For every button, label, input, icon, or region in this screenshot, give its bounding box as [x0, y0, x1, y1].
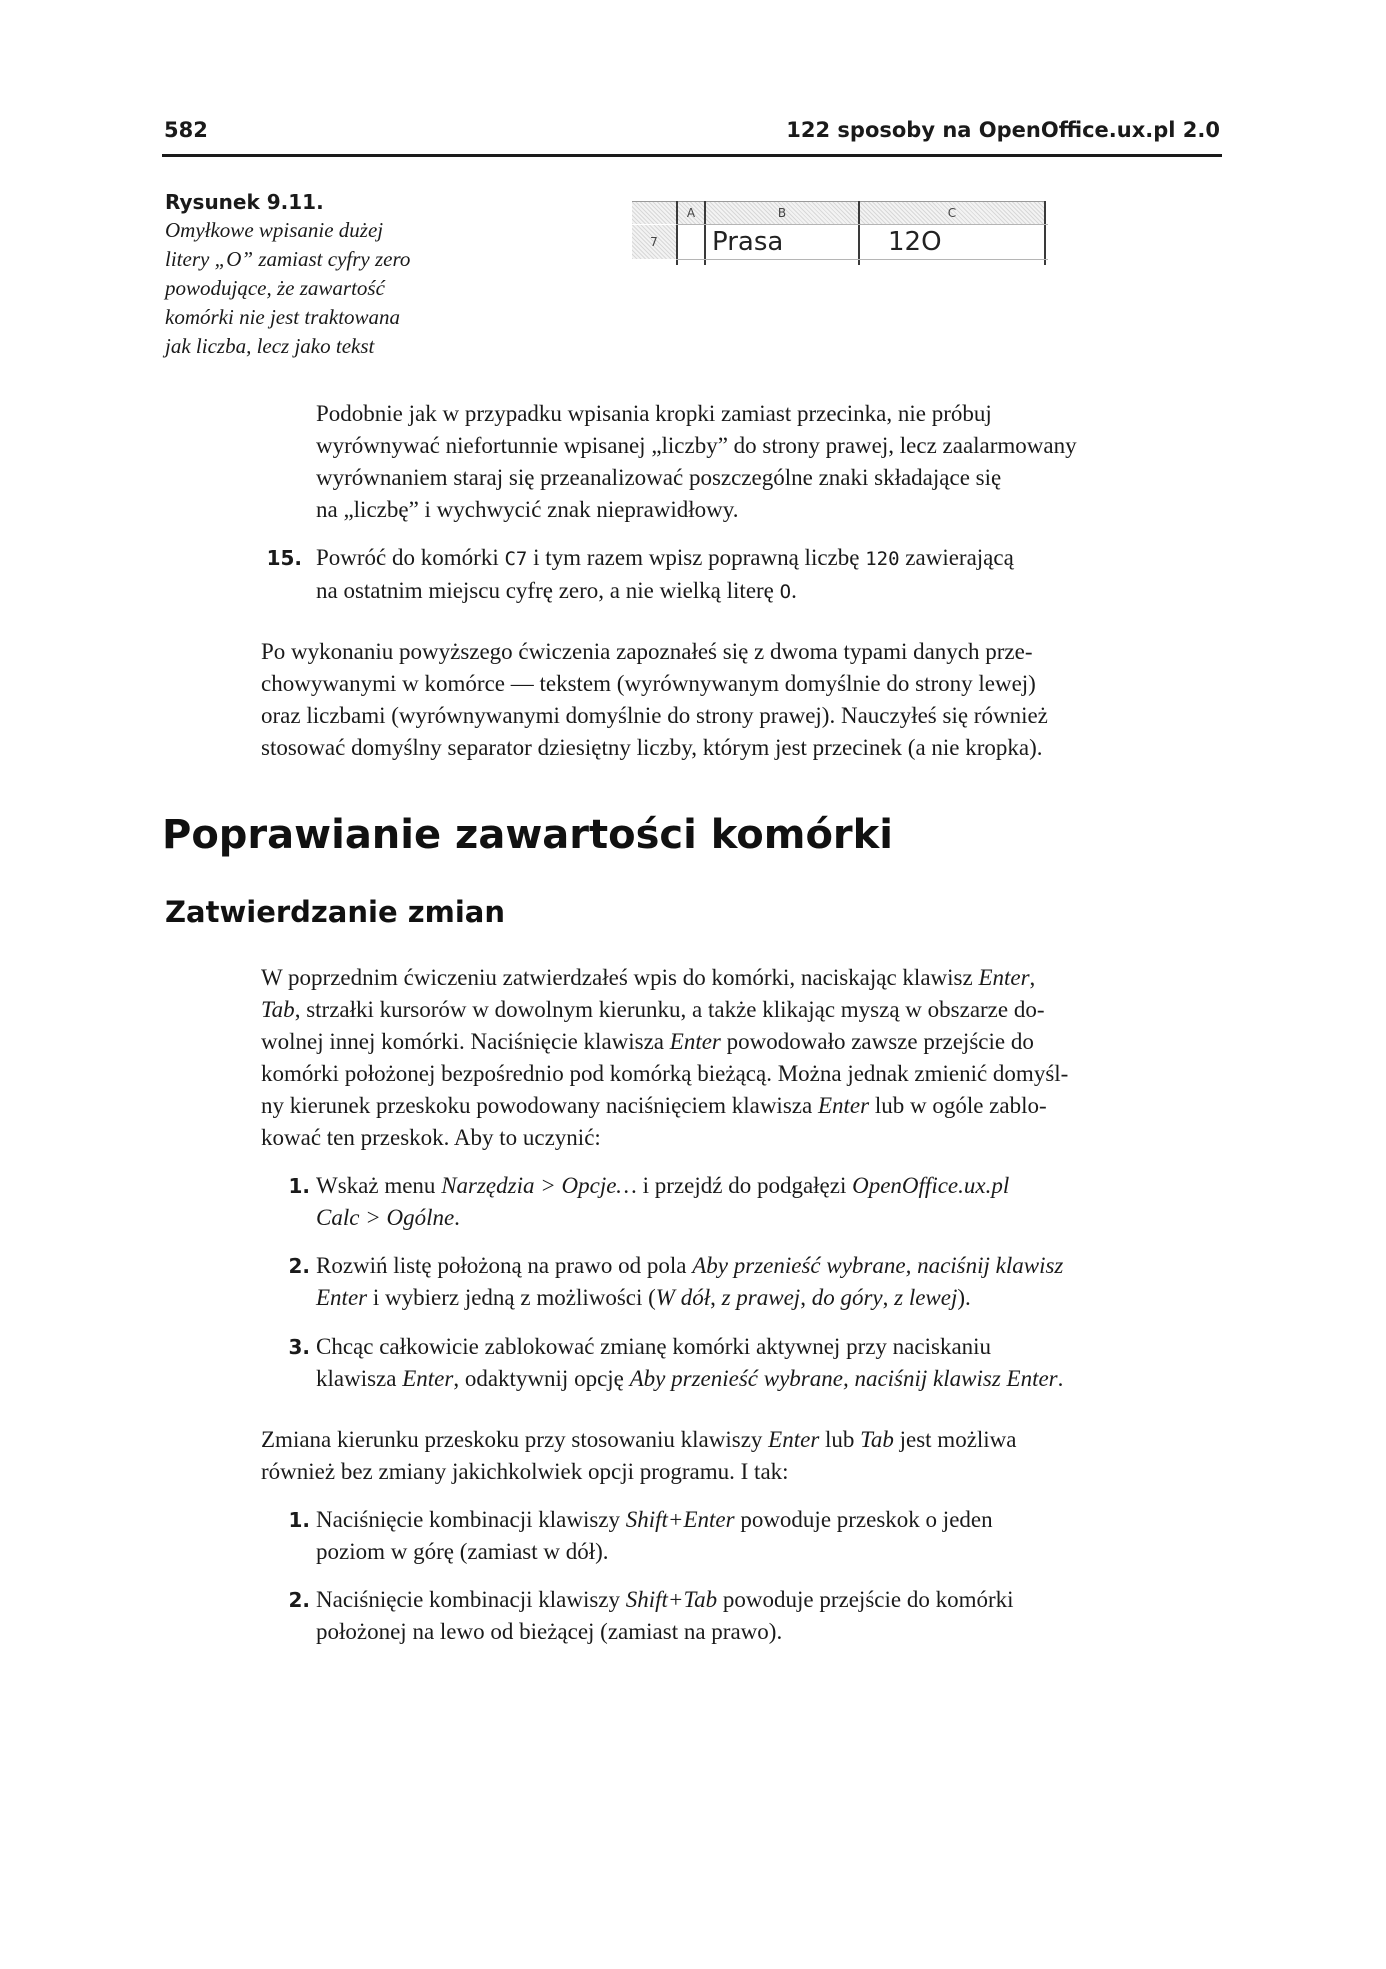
text-run: i wybierz jedną z możliwości (: [367, 1285, 656, 1310]
text-line: [316, 1584, 1014, 1616]
section-paragraph: [261, 962, 1068, 1154]
code-letter: O: [779, 581, 792, 603]
key-name: Enter: [817, 1093, 870, 1118]
text-run: wolnej innej komórki. Naciśnięcie klawisza: [261, 1029, 670, 1054]
key-name: Enter: [978, 965, 1030, 990]
text-run: Powróć do komórki: [316, 545, 505, 570]
option-name: Aby przenieść wybrane, naciśnij klawisz: [692, 1253, 1064, 1278]
text-run: na ostatnim miejscu cyfrę zero, a nie wielką literę: [316, 578, 780, 603]
text-line: wyrównaniem staraj się przeanalizować poszczególne znaki składające się: [316, 465, 1002, 490]
text-run: ny kierunek przeskoku powodowany naciśnięciem klawisza: [261, 1093, 818, 1118]
text-run: ,: [1029, 965, 1036, 990]
code-value: 120: [865, 548, 900, 570]
subsection-heading: Zatwierdzanie zmian: [165, 895, 505, 929]
grid-line: [704, 201, 706, 265]
figure-label: Rysunek 9.11.: [165, 190, 324, 214]
text-line: stosować domyślny separator dziesiętny liczby, którym jest przecinek (a nie kropka).: [261, 735, 1043, 760]
option-name: Aby przenieść wybrane, naciśnij klawisz Enter: [629, 1366, 1058, 1391]
step-a2: [316, 1250, 1063, 1314]
text-line: [316, 1363, 1063, 1395]
text-run: i przejdź do podgałęzi: [636, 1173, 853, 1198]
column-header-a: A: [678, 201, 704, 224]
step-number: 2.: [288, 1254, 310, 1278]
caption-line: litery „O” zamiast cyfry zero: [165, 247, 411, 271]
text-run: Naciśnięcie kombinacji klawiszy: [316, 1507, 626, 1532]
text-run: powoduje przejście do komórki: [717, 1587, 1014, 1612]
text-line: Podobnie jak w przypadku wpisania kropki zamiast przecinka, nie próbuj: [316, 401, 992, 426]
cell-b7: Prasa: [712, 227, 784, 257]
text-run: ,: [710, 1285, 722, 1310]
key-name: Tab: [261, 997, 295, 1022]
caption-line: jak liczba, lecz jako tekst: [165, 334, 375, 358]
menu-path: Narzędzia > Opcje…: [441, 1173, 637, 1198]
text-line: [261, 1090, 1068, 1122]
key-name: Enter: [402, 1366, 454, 1391]
text-line: również bez zmiany jakichkolwiek opcji programu. I tak:: [261, 1459, 789, 1484]
option-value: do góry: [811, 1285, 883, 1310]
text-run: , strzałki kursorów w dowolnym kierunku, a także klikając myszą w obszarze do-: [294, 997, 1045, 1022]
text-run: lub: [819, 1427, 861, 1452]
text-run: .: [1057, 1366, 1064, 1391]
step-15: [316, 542, 1014, 608]
step-number: 15.: [266, 546, 302, 570]
text-line: [316, 1170, 1009, 1202]
code-cell-ref: C7: [504, 548, 528, 570]
section-heading: Poprawianie zawartości komórki: [162, 812, 893, 858]
text-line: [316, 575, 1014, 608]
text-run: lub w ogóle zablo-: [869, 1093, 1047, 1118]
caption-line: komórki nie jest traktowana: [165, 305, 401, 329]
text-run: ,: [800, 1285, 812, 1310]
key-combo: Shift+Enter: [625, 1507, 735, 1532]
step-number: 2.: [288, 1588, 310, 1612]
key-name: Enter: [669, 1029, 721, 1054]
column-header-c: C: [860, 201, 1044, 224]
text-line: [261, 1424, 1017, 1456]
text-line: [261, 994, 1068, 1026]
text-run: jest możliwa: [893, 1427, 1017, 1452]
text-line: Po wykonaniu powyższego ćwiczenia zapoznałeś się z dwoma typami danych prze-: [261, 639, 1033, 664]
summary-paragraph: [261, 636, 1048, 764]
sheet-corner: [632, 201, 676, 224]
row-header-7: 7: [632, 225, 676, 259]
text-line: oraz liczbami (wyrównywanymi domyślnie do strony prawej). Nauczyłeś się również: [261, 703, 1048, 728]
text-run: .: [454, 1205, 460, 1230]
text-line: chowywanymi w komórce — tekstem (wyrównywanym domyślnie do strony lewej): [261, 671, 1036, 696]
text-line: poziom w górę (zamiast w dół).: [316, 1539, 609, 1564]
text-run: .: [791, 578, 797, 603]
text-line: wyrównywać niefortunnie wpisanej „liczby” do strony prawej, lecz zaalarmowany: [316, 433, 1077, 458]
figure-caption: [165, 188, 465, 361]
text-run: , odaktywnij opcję: [453, 1366, 630, 1391]
page-number: 582: [164, 118, 208, 142]
step-a1: [316, 1170, 1009, 1234]
caption-line: Omyłkowe wpisanie dużej: [165, 218, 384, 242]
text-line: [316, 1202, 1009, 1234]
text-line: [261, 1026, 1068, 1058]
text-run: powodowało zawsze przejście do: [720, 1029, 1034, 1054]
intro-paragraph: [316, 398, 1077, 526]
step-number: 1.: [288, 1508, 310, 1532]
text-run: zawierającą: [899, 545, 1014, 570]
grid-line: [1044, 201, 1046, 265]
text-line: [316, 1504, 993, 1536]
menu-path: OpenOffice.ux.pl: [852, 1173, 1010, 1198]
menu-path: Calc > Ogólne: [316, 1205, 455, 1230]
text-run: Naciśnięcie kombinacji klawiszy: [316, 1587, 626, 1612]
text-run: Rozwiń listę położoną na prawo od pola: [316, 1253, 693, 1278]
text-run: powoduje przeskok o jeden: [734, 1507, 993, 1532]
change-paragraph: [261, 1424, 1017, 1488]
grid-line: [858, 201, 860, 265]
grid-line: [676, 201, 678, 265]
text-run: Wskaż menu: [316, 1173, 442, 1198]
key-combo: Shift+Tab: [625, 1587, 718, 1612]
text-run: i tym razem wpisz poprawną liczbę: [527, 545, 866, 570]
text-run: ).: [957, 1285, 971, 1310]
step-a3: [316, 1331, 1063, 1395]
text-line: [316, 1250, 1063, 1282]
key-name: Enter: [316, 1285, 368, 1310]
option-value: z lewej: [894, 1285, 958, 1310]
column-header-b: B: [706, 201, 858, 224]
text-line: [261, 962, 1068, 994]
text-line: położonej na lewo od bieżącej (zamiast na prawo).: [316, 1619, 783, 1644]
cell-c7: 12O: [888, 227, 942, 257]
text-run: ,: [882, 1285, 895, 1310]
step-b1: [316, 1504, 993, 1568]
option-value: W dół: [655, 1285, 711, 1310]
grid-line: [676, 259, 1048, 260]
running-header: [162, 118, 1222, 157]
text-line: komórki położonej bezpośrednio pod komórką bieżącą. Można jednak zmienić domyśl-: [261, 1061, 1069, 1086]
text-run: W poprzednim ćwiczeniu zatwierdzałeś wpis do komórki, naciskając klawisz: [261, 965, 979, 990]
text-line: [316, 1282, 1063, 1314]
key-name: Tab: [860, 1427, 894, 1452]
option-value: z prawej: [721, 1285, 801, 1310]
text-line: [316, 542, 1014, 575]
text-line: kować ten przeskok. Aby to uczynić:: [261, 1125, 601, 1150]
step-b2: [316, 1584, 1014, 1648]
step-number: 1.: [288, 1174, 310, 1198]
step-number: 3.: [288, 1335, 310, 1359]
book-title: 122 sposoby na OpenOffice.ux.pl 2.0: [786, 118, 1220, 142]
text-line: na „liczbę” i wychwycić znak nieprawidłowy.: [316, 497, 739, 522]
caption-line: powodujące, że zawartość: [165, 276, 385, 300]
key-name: Enter: [768, 1427, 820, 1452]
text-run: Zmiana kierunku przeskoku przy stosowaniu klawiszy: [261, 1427, 769, 1452]
spreadsheet-figure: [632, 201, 1072, 267]
text-line: Chcąc całkowicie zablokować zmianę komórki aktywnej przy naciskaniu: [316, 1334, 992, 1359]
text-run: klawisza: [316, 1366, 403, 1391]
